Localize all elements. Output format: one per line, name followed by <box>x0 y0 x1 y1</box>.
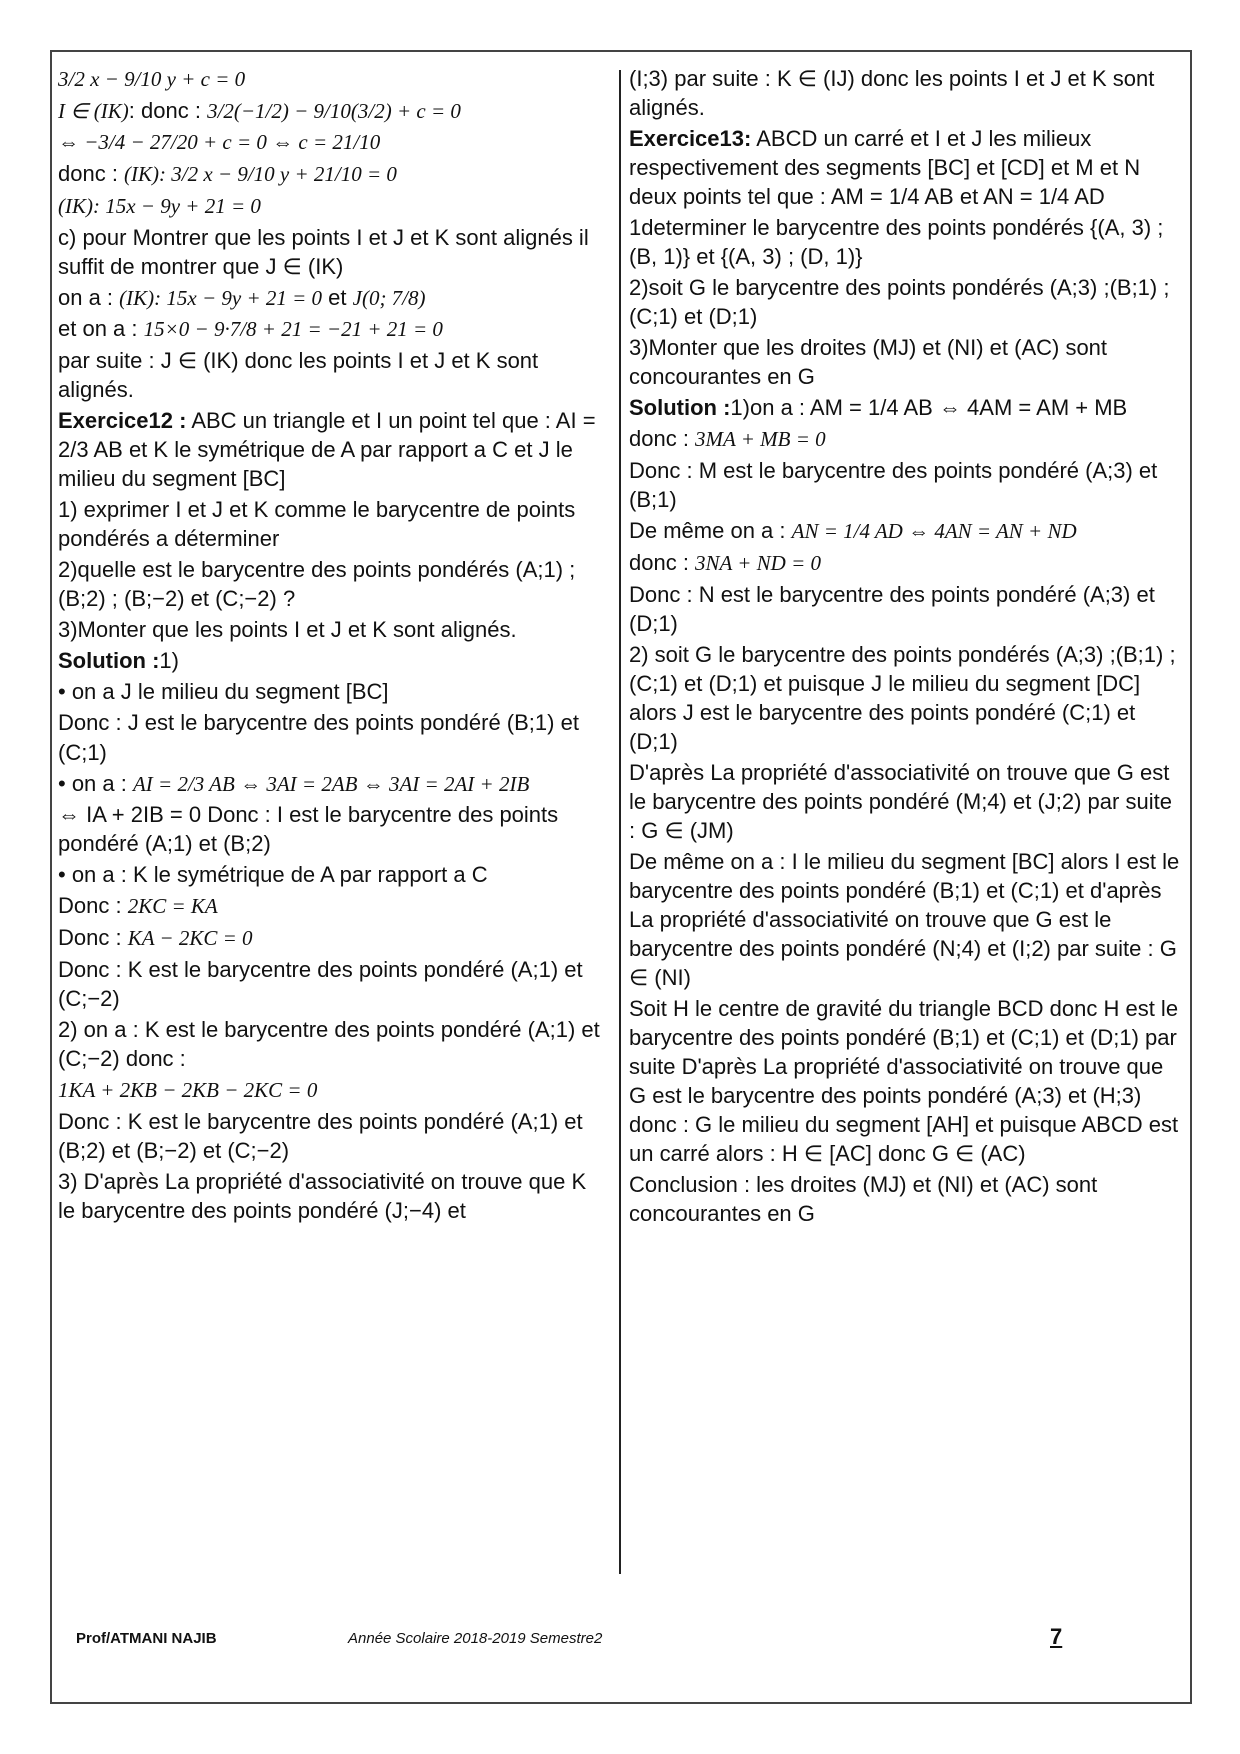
paragraph-text: 2) on a : K est le barycentre des points pondéré (A;1) et (C;−2) donc : <box>58 1016 600 1071</box>
footer-school-year: Année Scolaire 2018-2019 Semestre2 <box>348 1630 603 1647</box>
paragraph-text: 2)quelle est le barycentre des points pondérés (A;1) ;(B;2) ; (B;−2) et (C;−2) ? <box>58 557 576 612</box>
left-line <box>58 923 604 953</box>
paragraph-text: 1) exprimer I et J et K comme le barycentre de points pondérés a déterminer <box>58 497 576 552</box>
section-text: ABCD un carré et I et J les milieux respectivement des segments [BC] et [CD] et M et N deux points tel que : AM = 1/4 AB et AN = 1/4 AD <box>629 126 1141 210</box>
left-line <box>58 223 604 281</box>
left-line <box>58 646 604 675</box>
left-line <box>58 1107 604 1165</box>
paragraph-text: Donc : N est le barycentre des points pondéré (A;3) et (D;1) <box>629 581 1155 636</box>
section-text: 1) <box>159 648 179 674</box>
paragraph-text: 2)soit G le barycentre des points pondérés (A;3) ;(B;1) ; (C;1) et (D;1) <box>629 275 1170 330</box>
text-fragment: Donc : <box>58 893 128 919</box>
right-column <box>629 64 1184 1230</box>
left-line <box>58 955 604 1013</box>
left-line <box>58 708 604 766</box>
math-expression: 3NA + ND = 0 <box>695 550 822 575</box>
paragraph-text: 3) D'après La propriété d'associativité on trouve que K le barycentre des points pondéré (J;−4) et <box>58 1168 587 1223</box>
paragraph-text: Donc : K est le barycentre des points pondéré (A;1) et (C;−2) <box>58 956 583 1011</box>
right-line <box>629 516 1184 546</box>
left-column <box>58 64 604 1227</box>
text-fragment: donc : <box>629 426 696 452</box>
left-line <box>58 64 604 94</box>
right-line <box>629 124 1184 211</box>
left-line <box>58 769 604 799</box>
math-expression: J(0; 7/8) <box>352 285 426 310</box>
left-line <box>58 677 604 706</box>
paragraph-text: • on a : K le symétrique de A par rapport a C <box>58 862 488 888</box>
left-line <box>58 283 604 313</box>
column-divider <box>619 70 621 1574</box>
paragraph-text: Donc : M est le barycentre des points pondéré (A;3) et (B;1) <box>629 458 1158 513</box>
math-expression: AN = 1/4 AD ⇔ 4AN = AN + ND <box>791 519 1077 544</box>
math-expression: KA − 2KC = 0 <box>127 926 253 951</box>
paragraph-text: 3)Monter que les droites (MJ) et (NI) et (AC) sont concourantes en G <box>629 335 1108 390</box>
paragraph-text: D'après La propriété d'associativité on trouve que G est le barycentre des points pondéré (M;4) et (J;2) par suite : G ∈ (JM) <box>629 759 1172 843</box>
paragraph-text: 1determiner le barycentre des points pondérés {(A, 3) ; (B, 1)} et {(A, 3) ; (D, 1)} <box>629 215 1164 270</box>
section-heading: Exercice12 : <box>58 408 187 434</box>
right-line <box>629 1170 1184 1228</box>
left-line <box>58 314 604 344</box>
left-line <box>58 1075 604 1105</box>
math-expression: 1KA + 2KB − 2KB − 2KC = 0 <box>58 1077 318 1102</box>
text-fragment: donc : <box>629 549 696 575</box>
section-text: ABC un triangle et I un point tel que : AI = 2/3 AB et K le symétrique de A par rapport a C et J le milieu du segment [BC] <box>58 408 596 492</box>
text-fragment: • on a : <box>58 770 133 796</box>
math-expression: I ∈ (IK) <box>58 98 129 123</box>
paragraph-text: Soit H le centre de gravité du triangle BCD donc H est le barycentre des points pondéré (B;1) et (C;1) et (D;1) par suite D'après La propriété d'associativité on trouve que G est le barycentre des points pondéré (A;3) et (H;3) donc : G le milieu du segment [AH] et puisque ABCD est un carré alors : H ∈ [AC] donc G ∈ (AC) <box>629 996 1179 1167</box>
right-line <box>629 64 1184 122</box>
left-line <box>58 495 604 553</box>
math-expression: 3/2(−1/2) − 9/10(3/2) + c = 0 <box>207 98 461 123</box>
left-line <box>58 159 604 189</box>
right-line <box>629 456 1184 514</box>
left-line <box>58 96 604 126</box>
text-fragment: donc : <box>58 161 125 187</box>
section-heading: Solution : <box>629 395 731 421</box>
right-line <box>629 273 1184 331</box>
right-line <box>629 640 1184 756</box>
text-fragment: on a : <box>58 284 120 310</box>
math-expression: AI = 2/3 AB ⇔ 3AI = 2AB ⇔ 3AI = 2AI + 2IB <box>132 771 530 796</box>
paragraph-text: 2) soit G le barycentre des points pondérés (A;3) ;(B;1) ; (C;1) et (D;1) et puisque J le milieu du segment [DC] alors J est le barycentre des points pondéré (C;1) et (D;1) <box>629 641 1176 754</box>
paragraph-text: Donc : K est le barycentre des points pondéré (A;1) et (B;2) et (B;−2) et (C;−2) <box>58 1108 583 1163</box>
right-line <box>629 333 1184 391</box>
left-line <box>58 1167 604 1225</box>
left-line <box>58 800 604 858</box>
left-line <box>58 615 604 644</box>
math-expression: (IK): 15x − 9y + 21 = 0 <box>119 285 323 310</box>
paragraph-text: De même on a : I le milieu du segment [BC] alors I est le barycentre des points pondéré (B;1) et (C;1) et d'après La propriété d'associativité on trouve que G est le barycentre des points pondéré (N;4) et (I;2) par suite : G ∈ (NI) <box>629 848 1180 990</box>
left-line <box>58 191 604 221</box>
paragraph-text: (I;3) par suite : K ∈ (IJ) donc les points I et J et K sont alignés. <box>629 66 1155 121</box>
text-fragment: : donc : <box>128 97 208 123</box>
paragraph-text: 3)Monter que les points I et J et K sont alignés. <box>58 617 517 643</box>
right-line <box>629 393 1184 422</box>
paragraph-text: Donc : J est le barycentre des points pondéré (B;1) et (C;1) <box>58 710 579 765</box>
left-line <box>58 406 604 493</box>
left-line <box>58 1015 604 1073</box>
math-expression: ⇔ −3/4 − 27/20 + c = 0 ⇔ c = 21/10 <box>58 130 381 155</box>
page-number: 7 <box>1050 1624 1063 1649</box>
right-line <box>629 424 1184 454</box>
right-line <box>629 994 1184 1168</box>
text-fragment: et <box>322 284 353 310</box>
paragraph-text: c) pour Montrer que les points I et J et K sont alignés il suffit de montrer que J ∈ (IK) <box>58 224 589 279</box>
left-line <box>58 860 604 889</box>
right-line <box>629 758 1184 845</box>
paragraph-text: • on a J le milieu du segment [BC] <box>58 679 389 705</box>
math-expression: 3MA + MB = 0 <box>695 427 826 452</box>
left-line <box>58 555 604 613</box>
paragraph-text: ⇔ IA + 2IB = 0 Donc : I est le barycentre des points pondéré (A;1) et (B;2) <box>58 802 559 857</box>
section-heading: Exercice13: <box>629 126 752 152</box>
left-line <box>58 127 604 157</box>
left-line <box>58 346 604 404</box>
text-fragment: Donc : <box>58 925 128 951</box>
left-line <box>58 891 604 921</box>
math-expression: 3/2 x − 9/10 y + c = 0 <box>58 67 246 91</box>
math-expression: 2KC = KA <box>127 894 218 919</box>
math-expression: (IK): 15x − 9y + 21 = 0 <box>58 193 261 218</box>
right-line <box>629 847 1184 992</box>
right-line <box>629 548 1184 578</box>
text-fragment: De même on a : <box>629 518 792 544</box>
math-expression: 15×0 − 9·7/8 + 21 = −21 + 21 = 0 <box>143 317 443 342</box>
text-fragment: et on a : <box>58 316 144 342</box>
section-heading: Solution : <box>58 648 160 674</box>
math-expression: (IK): 3/2 x − 9/10 y + 21/10 = 0 <box>124 162 397 187</box>
paragraph-text: par suite : J ∈ (IK) donc les points I et J et K sont alignés. <box>58 348 539 403</box>
section-text: 1)on a : AM = 1/4 AB ⇔ 4AM = AM + MB <box>730 395 1128 421</box>
paragraph-text: Conclusion : les droites (MJ) et (NI) et (AC) sont concourantes en G <box>629 1172 1098 1227</box>
footer-author: Prof/ATMANI NAJIB <box>76 1630 217 1647</box>
right-line <box>629 580 1184 638</box>
right-line <box>629 213 1184 271</box>
